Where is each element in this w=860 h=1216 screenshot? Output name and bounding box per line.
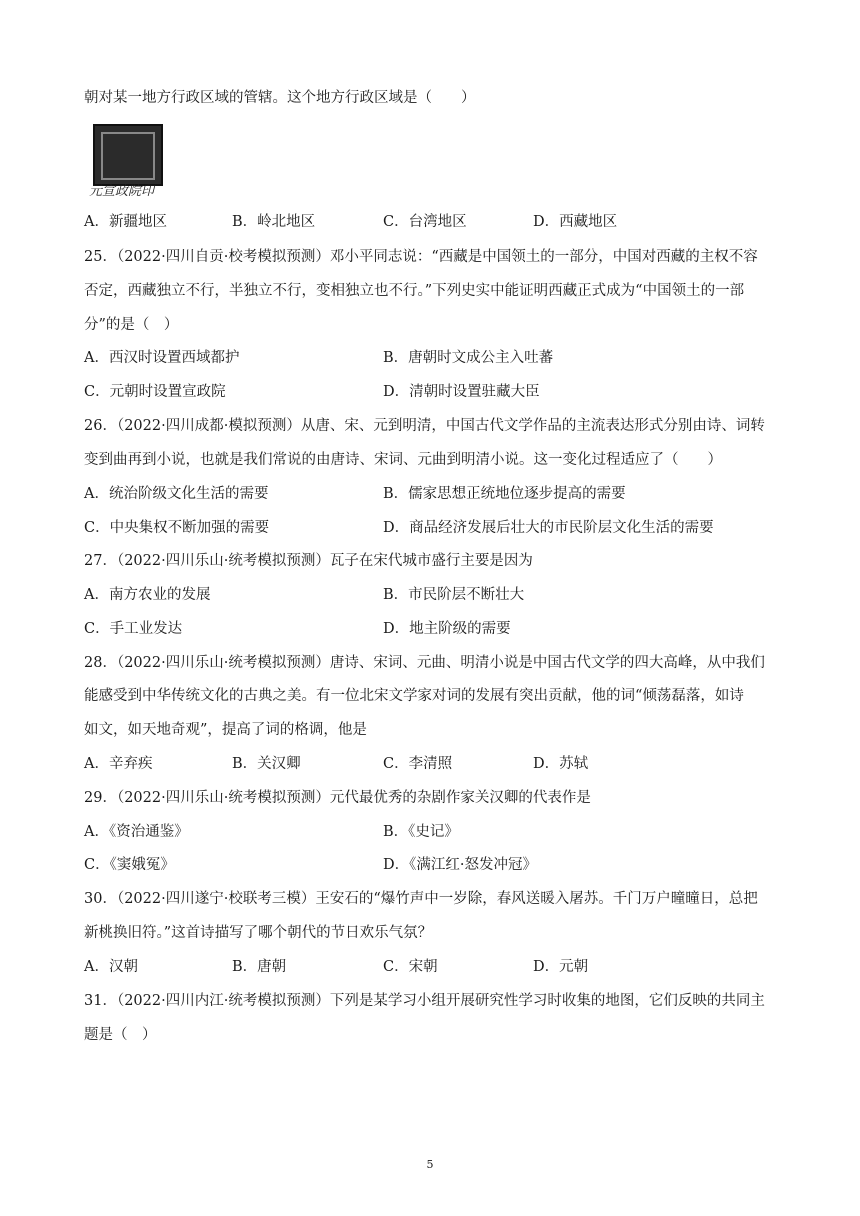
- question-25-line-3: 分”的是（ ）: [84, 317, 179, 333]
- q25-option-a: A．西汉时设置西域都护: [84, 350, 240, 366]
- q27-option-d: D．地主阶级的需要: [383, 621, 511, 637]
- q25-option-d: D．清朝时设置驻藏大臣: [383, 384, 540, 400]
- question-29-line-1: 29．（2022·四川乐山·统考模拟预测）元代最优秀的杂剧作家关汉卿的代表作是: [84, 790, 591, 806]
- q30-option-b: B．唐朝: [232, 959, 287, 975]
- question-25-line-1: 25．（2022·四川自贡·校考模拟预测）邓小平同志说：“西藏是中国领土的一部分，中国对西藏的主权不容: [84, 249, 758, 265]
- question-28-line-1: 28．（2022·四川乐山·统考模拟预测）唐诗、宋词、元曲、明清小说是中国古代文学的四大高峰，从中我们: [84, 655, 765, 671]
- question-30-line-1: 30．（2022·四川遂宁·校联考三模）王安石的“爆竹声中一岁除，春风送暖入屠苏。千门万户曈曈日，总把: [84, 891, 758, 907]
- question-31-line-2: 题是（ ）: [84, 1027, 157, 1043]
- page-number: 5: [426, 1158, 434, 1171]
- seal-caption: 元宣政院印: [89, 184, 155, 199]
- q24-option-d: D．西藏地区: [533, 214, 618, 230]
- q29-option-c: C．《窦娥冤》: [84, 857, 175, 873]
- q27-option-a: A．南方农业的发展: [84, 587, 211, 603]
- q26-option-c: C．中央集权不断加强的需要: [84, 520, 270, 536]
- question-31-line-1: 31．（2022·四川内江·统考模拟预测）下列是某学习小组开展研究性学习时收集的地图，它们反映的共同主: [84, 993, 765, 1009]
- q29-option-d: D．《满江红·怒发冲冠》: [383, 857, 537, 873]
- seal-stamp-inner: [101, 132, 155, 180]
- q29-option-b: B．《史记》: [383, 824, 459, 840]
- q25-option-b: B．唐朝时文成公主入吐蕃: [383, 350, 554, 366]
- q24-option-a: A．新疆地区: [84, 214, 167, 230]
- question-27-line-1: 27．（2022·四川乐山·统考模拟预测）瓦子在宋代城市盛行主要是因为: [84, 553, 533, 569]
- q25-option-c: C．元朝时设置宣政院: [84, 384, 226, 400]
- q30-option-c: C．宋朝: [383, 959, 438, 975]
- question-28-line-3: 如文，如天地奇观”，提高了词的格调，他是: [84, 722, 367, 738]
- q28-option-b: B．关汉卿: [232, 756, 301, 772]
- q30-option-d: D．元朝: [533, 959, 589, 975]
- q28-option-d: D．苏轼: [533, 756, 589, 772]
- question-26-line-1: 26．（2022·四川成都·模拟预测）从唐、宋、元到明清，中国古代文学作品的主流表达形式分别由诗、词转: [84, 418, 765, 434]
- q27-option-c: C．手工业发达: [84, 621, 183, 637]
- q24-option-c: C．台湾地区: [383, 214, 467, 230]
- question-25-line-2: 否定，西藏独立不行，半独立不行，变相独立也不行。”下列史实中能证明西藏正式成为“中国领土的一部: [84, 283, 745, 299]
- q28-option-a: A．辛弃疾: [84, 756, 153, 772]
- question-24-stem: 朝对某一地方行政区域的管辖。这个地方行政区域是（ ）: [84, 90, 476, 106]
- q30-option-a: A．汉朝: [84, 959, 138, 975]
- seal-image: [89, 122, 165, 202]
- q26-option-b: B．儒家思想正统地位逐步提高的需要: [383, 486, 626, 502]
- q29-option-a: A．《资治通鉴》: [84, 824, 189, 840]
- seal-stamp: [93, 124, 163, 186]
- q26-option-a: A．统治阶级文化生活的需要: [84, 486, 269, 502]
- question-30-line-2: 新桃换旧符。”这首诗描写了哪个朝代的节日欢乐气氛？: [84, 925, 433, 941]
- q27-option-b: B．市民阶层不断壮大: [383, 587, 525, 603]
- q28-option-c: C．李清照: [383, 756, 453, 772]
- q26-option-d: D．商品经济发展后壮大的市民阶层文化生活的需要: [383, 520, 714, 536]
- question-28-line-2: 能感受到中华传统文化的古典之美。有一位北宋文学家对词的发展有突出贡献，他的词“倾荡磊落，如诗: [84, 688, 744, 704]
- question-26-line-2: 变到曲再到小说，也就是我们常说的由唐诗、宋词、元曲到明清小说。这一变化过程适应了（ ）: [84, 452, 722, 468]
- q24-option-b: B．岭北地区: [232, 214, 316, 230]
